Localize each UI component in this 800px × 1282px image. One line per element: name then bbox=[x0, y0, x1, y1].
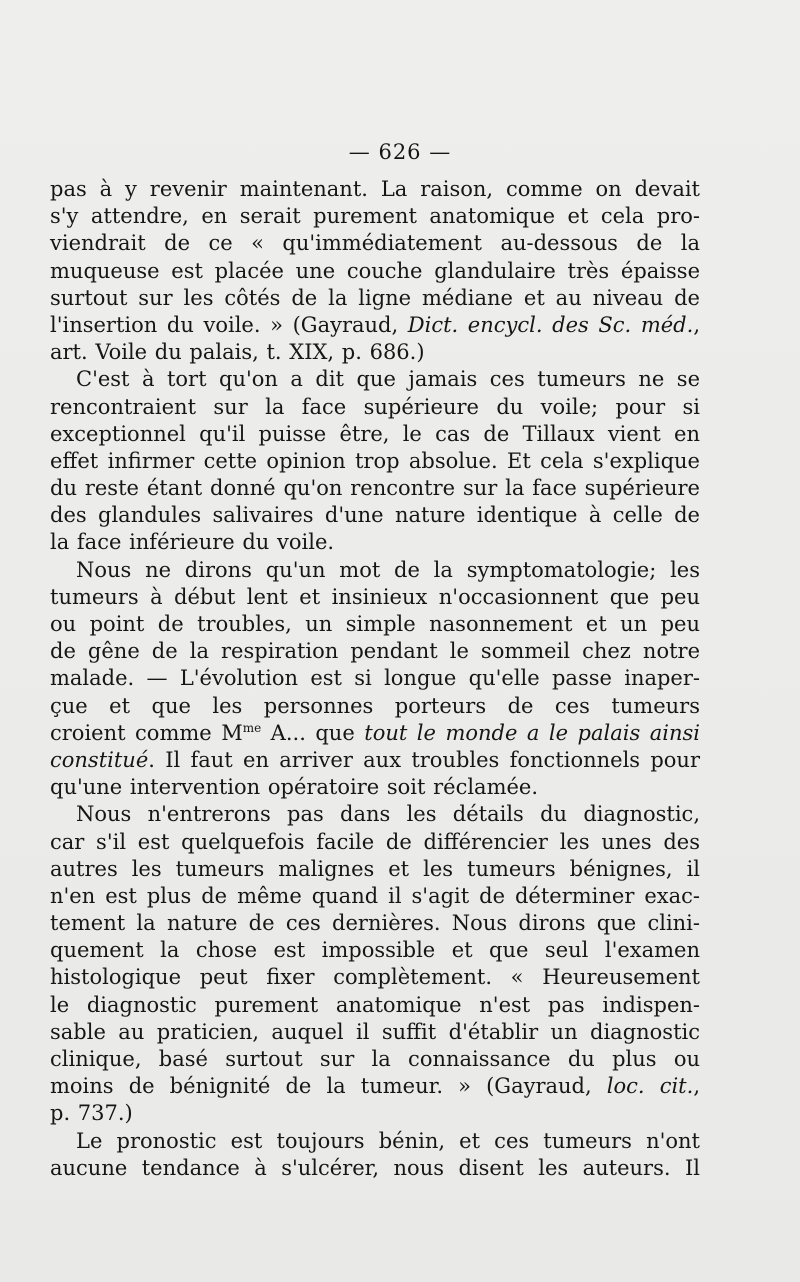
text-line: du reste étant donné qu'on rencontre sur la face supérieure bbox=[50, 476, 700, 501]
text-line: l'insertion du voile. » (Gayraud, Dict. encycl. des Sc. méd., bbox=[50, 312, 700, 337]
text-line: constitué. Il faut en arriver aux troubles fonctionnels pour bbox=[50, 747, 700, 772]
text-line: exceptionnel qu'il puisse être, le cas de Tillaux vient en bbox=[50, 421, 700, 446]
text-line: des glandules salivaires d'une nature identique à celle de bbox=[50, 503, 700, 528]
text-line: n'en est plus de même quand il s'agit de déterminer exac- bbox=[50, 883, 700, 908]
text-line: de gêne de la respiration pendant le sommeil chez notre bbox=[50, 639, 700, 664]
text-line: qu'une intervention opératoire soit réclamée. bbox=[50, 775, 539, 800]
text-line: le diagnostic purement anatomique n'est pas indispen- bbox=[50, 992, 700, 1017]
text-line: C'est à tort qu'on a dit que jamais ces tumeurs ne se bbox=[76, 367, 700, 392]
paragraph bbox=[50, 1128, 700, 1182]
paragraph bbox=[50, 366, 700, 556]
text-line: ou point de troubles, un simple nasonnement et un peu bbox=[50, 612, 700, 636]
text-line: Nous n'entrerons pas dans les détails du diagnostic, bbox=[76, 802, 700, 827]
text-line: tumeurs à début lent et insinieux n'occasionnent que peu bbox=[50, 584, 700, 609]
text-line: Le pronostic est toujours bénin, et ces tumeurs n'ont bbox=[76, 1128, 700, 1153]
paragraph bbox=[50, 176, 700, 366]
text-line: croient comme $M^{me}$ A... que tout le monde a le palais ainsi bbox=[50, 720, 700, 745]
text-line: histologique peut fixer complètement. « Heureusement bbox=[50, 965, 700, 990]
text-line: art. Voile du palais, t. XIX, p. 686.) bbox=[50, 340, 425, 365]
text-line: la face inférieure du voile. bbox=[50, 530, 335, 555]
body-text bbox=[50, 176, 700, 1182]
text-line: malade. — L'évolution est si longue qu'elle passe inaper- bbox=[50, 666, 700, 691]
text-line: muqueuse est placée une couche glandulaire très épaisse bbox=[50, 258, 700, 283]
text-line: autres les tumeurs malignes et les tumeurs bénignes, il bbox=[50, 856, 700, 881]
paragraph bbox=[50, 801, 700, 1127]
text-line: clinique, basé surtout sur la connaissance du plus ou bbox=[50, 1047, 700, 1071]
text-line: surtout sur les côtés de la ligne médiane et au niveau de bbox=[50, 285, 700, 310]
text-line: çue et que les personnes porteurs de ces tumeurs bbox=[50, 693, 700, 718]
text-line: rencontraient sur la face supérieure du voile; pour si bbox=[50, 394, 700, 419]
text-line: effet infirmer cette opinion trop absolue. Et cela s'explique bbox=[50, 448, 700, 473]
page-number: — 626 — bbox=[348, 140, 452, 164]
paragraph bbox=[50, 557, 700, 802]
text-line: Nous ne dirons qu'un mot de la symptomatologie; les bbox=[76, 557, 700, 582]
text-line: pas à y revenir maintenant. La raison, comme on devait bbox=[50, 177, 700, 201]
text-line: viendrait de ce « qu'immédiatement au-dessous de la bbox=[50, 231, 700, 256]
text-line: sable au praticien, auquel il suffit d'établir un diagnostic bbox=[50, 1019, 700, 1044]
text-line: moins de bénignité de la tumeur. » (Gayraud, loc. cit., bbox=[50, 1074, 700, 1099]
text-line: p. 737.) bbox=[50, 1101, 133, 1126]
text-line: car s'il est quelquefois facile de différencier les unes des bbox=[50, 829, 700, 854]
text-line: aucune tendance à s'ulcérer, nous disent les auteurs. Il bbox=[50, 1155, 700, 1180]
text-line: tement la nature de ces dernières. Nous dirons que clini- bbox=[50, 911, 700, 936]
text-line: s'y attendre, en serait purement anatomique et cela pro- bbox=[50, 204, 700, 229]
text-line: quement la chose est impossible et que seul l'examen bbox=[50, 938, 700, 963]
